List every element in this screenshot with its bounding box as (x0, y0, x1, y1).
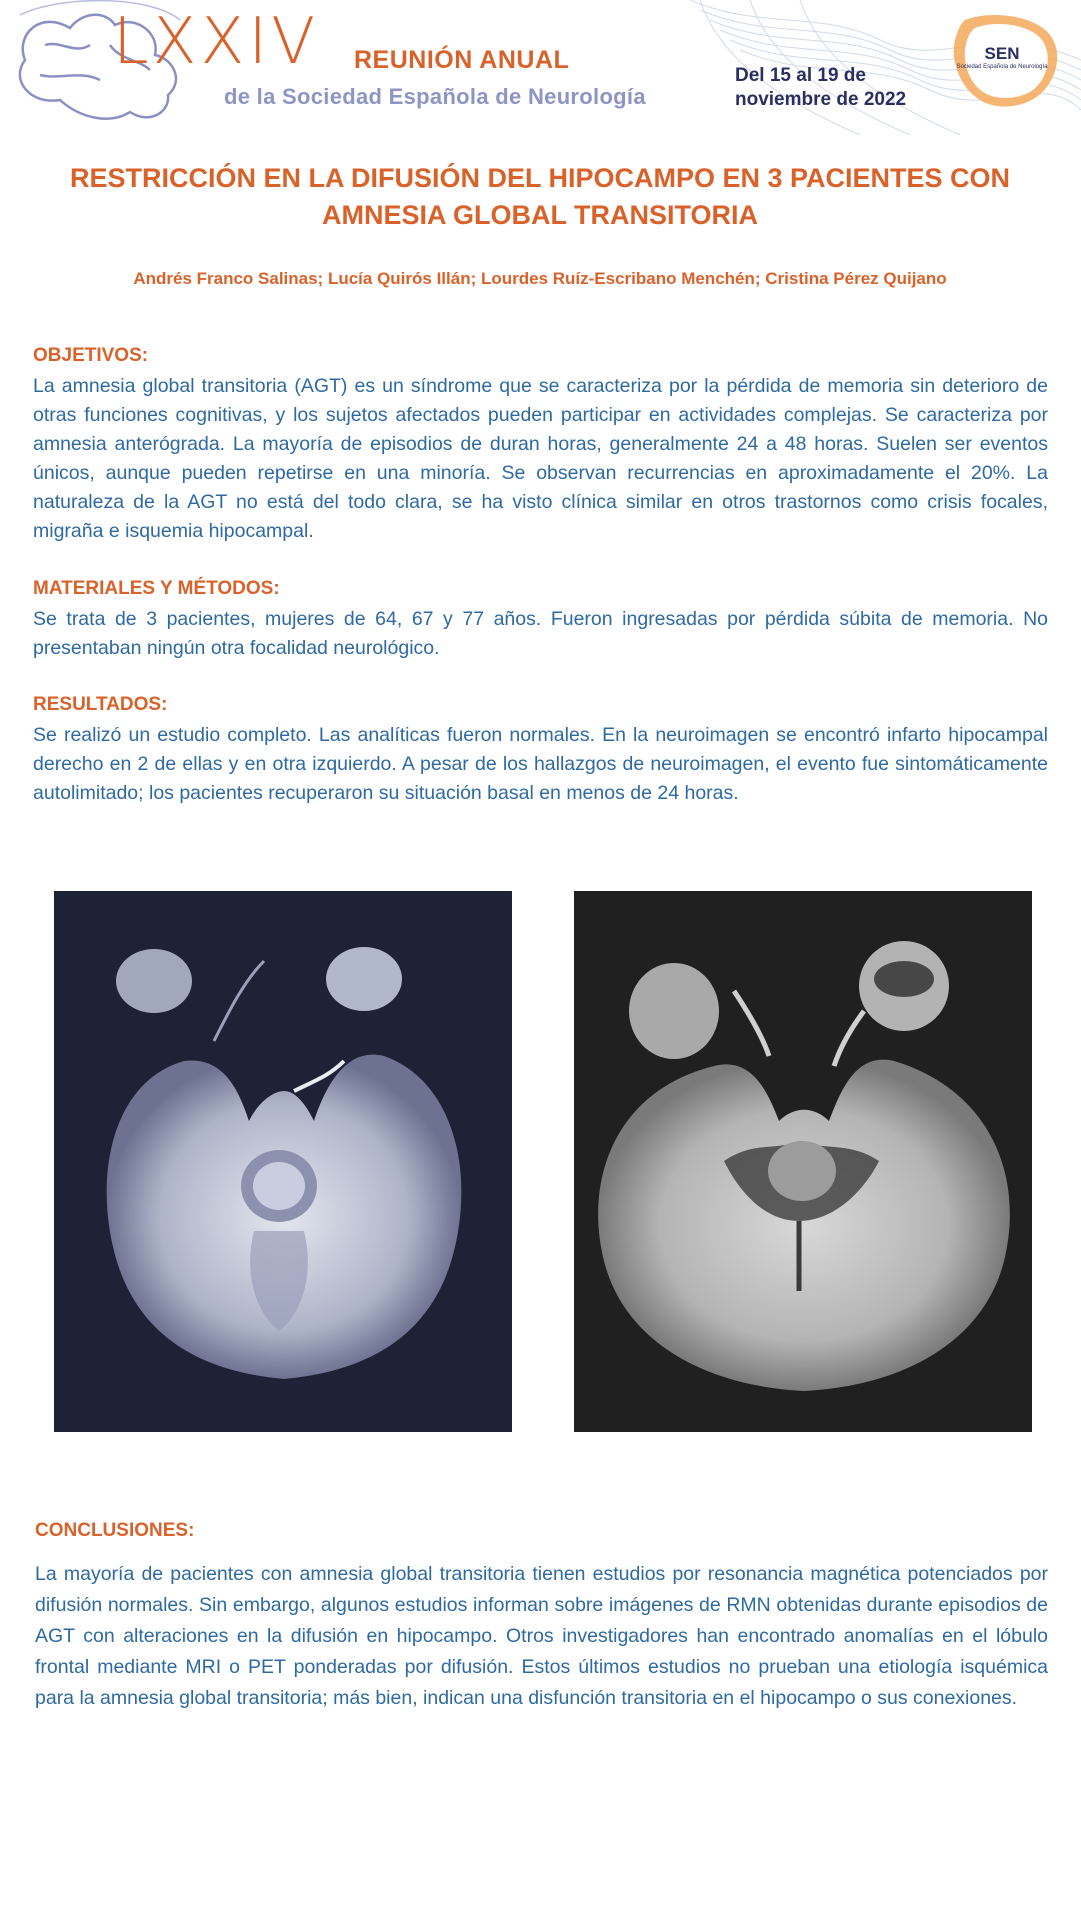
event-dates (735, 64, 906, 112)
title-line-2: AMNESIA GLOBAL TRANSITORIA (321, 200, 758, 230)
resultados-heading: RESULTADOS: (33, 694, 168, 715)
mri-image-left (54, 891, 512, 1432)
title-line-1: RESTRICCIÓN EN LA DIFUSIÓN DEL HIPOCAMPO EN 3 PACIENTES CON (69, 163, 1011, 193)
sen-logo (943, 20, 1061, 126)
dates-line-1: Del 15 al 19 de (735, 65, 866, 86)
society-name: de la Sociedad Española de Neurología (224, 84, 646, 109)
conclusiones-text: La mayoría de pacientes con amnesia global transitoria tienen estudios por resonancia magnética potenciados por difusión normales. Sin embargo, algunos estudios informan sobre imágenes de RMN obtenidas durante episodios de AGT con alteraciones en la difusión en hipocampo. Otros investigadores han encontrado anomalías en el lóbulo frontal mediante MRI o PET ponderadas por difusión. Estos últimos estudios no prueban una etiología isquémica para la amnesia global transitoria; más bien, indican una disfunción transitoria en el hipocampo o sus conexiones. (35, 1563, 1048, 1709)
conclusiones-heading: CONCLUSIONES: (35, 1520, 195, 1541)
meeting-title: REUNIÓN ANUAL (354, 46, 570, 74)
objetivos-text: La amnesia global transitoria (AGT) es un síndrome que se caracteriza por la pérdida de memoria sin deterioro de otras funciones cognitivas, y los sujetos afectados pueden participar en actividades complejas. Se caracteriza por amnesia anterógrada. La mayoría de episodios de duran horas, generalmente 24 a 48 horas. Suelen ser eventos únicos, aunque pueden repetirse en una minoría. Se observan recurrencias en aproximadamente el 20%. La naturaleza de la AGT no está del todo clara, se ha visto clínica similar en otros trastornos como crisis focales, migraña e isquemia hipocampal. (33, 375, 1048, 542)
objetivos-heading: OBJETIVOS: (33, 345, 149, 366)
edition-numeral: LXXIV (113, 5, 319, 79)
materiales-text: Se trata de 3 pacientes, mujeres de 64, 67 y 77 años. Fueron ingresadas por pérdida súbita de memoria. No presentaban ningún otra focalidad neurológico. (33, 608, 1048, 659)
logo-subtitle: Sociedad Española de Neurología (956, 64, 1048, 70)
materiales-heading: MATERIALES Y MÉTODOS: (33, 578, 280, 599)
mri-image-right (574, 891, 1032, 1432)
dates-line-2: noviembre de 2022 (735, 89, 907, 110)
logo-text: SEN (984, 44, 1020, 63)
resultados-text: Se realizó un estudio completo. Las analíticas fueron normales. En la neuroimagen se encontró infarto hipocampal derecho en 2 de ellas y en otra izquierdo. A pesar de los hallazgos de neuroimagen, el evento fue sintomáticamente autolimitado; los pacientes recuperaron su situación basal en menos de 24 horas. (33, 724, 1048, 804)
header-banner (0, 0, 1081, 135)
authors: Andrés Franco Salinas; Lucía Quirós Illán; Lourdes Ruíz-Escribano Menchén; Cristina Pérez Quijano (133, 269, 947, 288)
poster-title (40, 160, 1040, 234)
